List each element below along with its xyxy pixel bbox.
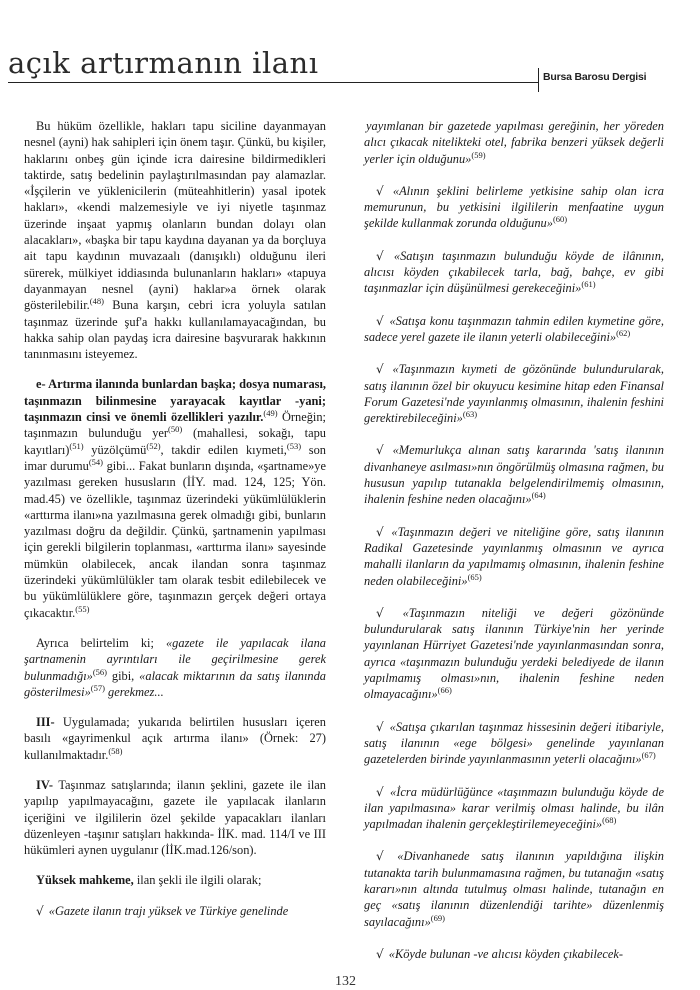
list-item: √ «İcra müdürlüğünce «taşınmazın bulunduğu köyde de ilan yapılmasına» karar verilmiş olması halinde, bu ilân yapılmadan ihalenin gerçekleştirilemeyeceğini»$^{(68)}$ (364, 784, 664, 832)
paragraph: Bu hüküm özellikle, hakları tapu siciline dayanmayan nesnel (ayni) hak sahipleri için önem taşır. Çünkü, bu kişiler, haklarını onbeş gün içinde icra dairesine bildirmedikleri taktirde, satış bedelinin paylaştırılmasından pay alamazlar. «İşçilerin ve yüklenicilerin (müteahhitlerin) yasal ipotek hakları», «kendi malzemesiyle ve iyi niyetle taşınmaz üzerinde inşaat yapmış olanların bundan dolayı olan alacakları», «başka bir tapu kaydına dayanan ya da borçluya ait tapu kaydının muvazaalı (danışıklı) olduğunu ileri sürerek, mülkiyet iddiasında bulunanların hakları» «tapuya dayanmayan nesnel (ayni) haklar»a örnek olarak gösterilebilir.$^{(48)}$ Buna karşın, cebri icra yoluyla satılan taşınmaz üzerinde şuf'a hakkı kullanılamayacağından, bu hakka sahip olan paydaş icra dairesine başvurarak hakkının tanınmasını isteyemez. (24, 119, 326, 362)
list-item: √ «Köyde bulunan -ve alıcısı köyden çıkabilecek- (376, 946, 624, 961)
section-title: açık artırmanın ilanı (8, 46, 319, 80)
paragraph: e- Artırma ilanında bunlardan başka; dosya numarası, taşınmazın bilinmesine yarayacak kayıtlar -yani; taşınmazın cinsi ve önemli özellikleri yazılır.$^{(49)}$ Örneğin; taşınmazın bulunduğu yer$^{(50)}$ (mahallesi, sokağı, tapu kayıtları)$^{(51)}$ yüzölçümü$^{(52)}$, takdir edilen kıymeti,$^{(53)}$ son imar durumu$^{(54)}$ gibi... Fakat bunların dışında, «şartname»ye yazılması gereken hususların (İİY. mad. 124, 125; Yön. mad.45) ve özellikle, taşınmaz üzerindeki yükümlülüklerin «arttırma ilanı»na yazılmasına gerek olmadığı gibi, bunların yazılması doğru da değildir. Çünkü, şartnamenin yapılması için gerekli bilgilerin toplanması, «arttırma ilanı» sayesinde mümkün olabilecek, ancak ilandan sonra taşınmaz üzerindeki yükümlülükler tam olarak tesbit edilebilecek ve bu yükümlülüklere göre, taşınmazın gerçek değeri ortaya çıkacaktır.$^{(55)}$ (24, 377, 327, 620)
list-item: √ «Taşınmazın değeri ve niteliğine göre, satış ilanının Radikal Gazetesinde yayınlanmış olmasının ve ayrıca mahalli ilanların da yapılmamış olmasının, ihalenin feshine neden olabileceğini»$^{(65)}$ (364, 524, 664, 588)
left-column (24, 118, 326, 933)
list-item: √ «Taşınmazın kıymeti de gözönünde bulundurularak, satış ilanının özel bir okuyucu kesimine hitap eden Finansal Forum Gazetesi'nde yayınlanmış olmasının, ihalenin feshini gerektirebileceğini»$^{(63)}$ (364, 362, 664, 426)
list-item: √ «Satışa çıkarılan taşınmaz hissesinin değeri itibariyle, satış ilanının «ege bölgesi» genelinde yayınlanan gazetelerden birinde yayınlanmasının yeterli olacağını»$^{(67)}$ (364, 719, 664, 767)
list-item: √ «Satışa konu taşınmazın tahmin edilen kıymetine göre, sadece yerel gazete ile ilanın yeterli olabileceğini»$^{(62)}$ (364, 313, 664, 344)
check-icon: √ (376, 849, 384, 864)
check-icon: √ (376, 248, 384, 263)
paragraph: Yüksek mahkeme, ilan şekli ile ilgili olarak; (36, 873, 262, 888)
check-icon: √ (376, 524, 384, 539)
check-icon: √ (376, 313, 384, 328)
paragraph: Ayrıca belirtelim ki; «gazete ile yapılacak ilana şartnamenin ayrıntıları ile geçirilmesine gerek bulunmadığı»$^{(56)}$ gibi, «alacak miktarının da satış ilanında gösterilmesi»$^{(57)}$ gerekmez... (24, 635, 326, 699)
right-column (364, 118, 664, 978)
check-icon: √ (376, 443, 384, 458)
page-number: 132 (335, 974, 356, 989)
header-divider (538, 68, 539, 92)
paragraph: III- Uygulamada; yukarıda belirtilen hususları içeren basılı «gayrimenkul açık artırma ilanı» (Örnek: 27) kullanılmaktadır.$^{(58)}$ (24, 715, 326, 762)
check-icon: √ (36, 903, 44, 918)
check-icon: √ (376, 784, 384, 799)
check-icon: √ (376, 183, 384, 198)
list-item: √ «Divanhanede satış ilanının yapıldığına ilişkin tutanakta tarih bulunmamasına rağmen, bu tutanağın «satış kararı»nın altında tutulmuş olması halinde, tutanağın en geç «satış ilanının düzenlendiği tarihte» düzenlenmiş sayılacağını»$^{(69)}$ (364, 849, 664, 929)
paragraph: √ «Gazete ilanın trajı yüksek ve Türkiye genelinde (36, 903, 289, 918)
check-icon: √ (376, 605, 384, 620)
header-rule (8, 82, 538, 83)
list-item: √ «Alının şeklini belirleme yetkisine sahip olan icra memurunun, bu yetkisini ilgililerin menfaatine uygun şekilde kullanmak zorunda olduğunu»$^{(60)}$ (364, 183, 664, 231)
list-item: √ «Memurlukça alınan satış kararında 'satış ilanının divanhaneye asılması»nın öngörülmüş olmasına rağmen, bu hususun yapılıp tutanakla belgelendirilmemiş olmasının, ihalenin feshine neden olacağını»$^{(64)}$ (364, 443, 664, 507)
check-icon: √ (376, 719, 384, 734)
list-item: yayımlanan bir gazetede yapılması gereğinin, her yöreden alıcı çıkacak nitelikteki otel, fabrika benzeri yüksek değerli yerler için olduğunu»$^{(59)}$ (364, 119, 664, 166)
running-header (0, 40, 700, 90)
list-item: √ «Satışın taşınmazın bulunduğu köyde de ilânının, alıcısı köyden çıkabilecek tarla, bağ, bahçe, ev gibi taşınmazlar için düşünülmesi gerekeceğini»$^{(61)}$ (364, 248, 664, 296)
list-item: √ «Taşınmazın niteliği ve değeri gözönünde bulundurularak satış ilanının Türkiye'nin her yerinde yayınlanan Hürriyet Gazetesi'nde yayınlanmasından sonra, ayrıca «taşınmazın bulunduğu yerdeki belediyede de ilanın yapılmamış olması»nın, ihalenin feshine neden olmayacağını»$^{(66)}$ (364, 605, 664, 702)
paragraph: IV- Taşınmaz satışlarında; ilanın şeklini, gazete ile ilan yapılıp yapılmayacağını, gazete ile yapılacak ilanların içeriğini ve ilgililerin özel şekilde yapacakları ilanları düzenleyen -taşınır satışları hakkında- İİK. mad. 114/I ve III hükümleri aynen uygulanır (İİK.mad.126/son). (24, 777, 326, 858)
check-icon: √ (376, 362, 384, 377)
check-icon: √ (376, 946, 384, 961)
journal-name: Bursa Barosu Dergisi (543, 71, 647, 83)
